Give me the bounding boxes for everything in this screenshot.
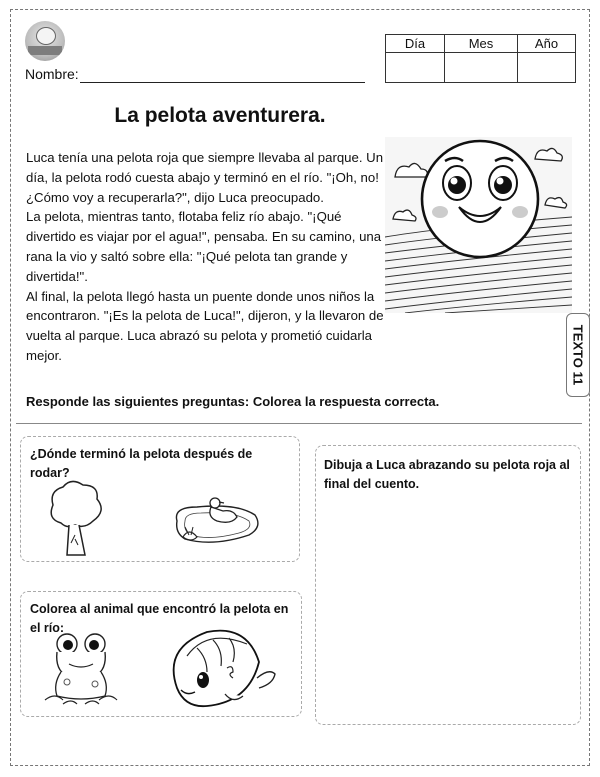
- page-title: La pelota aventurera.: [114, 104, 326, 127]
- story-text: [26, 148, 392, 366]
- logo-band: [28, 46, 62, 55]
- fish-icon: [167, 628, 277, 710]
- fish-option[interactable]: [167, 628, 277, 710]
- date-table: [385, 34, 576, 83]
- drawing-card[interactable]: [315, 445, 581, 725]
- drawing-prompt: Dibuja a Luca abrazando su pelota roja al final del cuento.: [324, 458, 570, 491]
- story-paragraph: La pelota, mientras tanto, flotaba feliz río abajo. "¡Qué divertido es viajar por el agua!", pensaba. En su camino, una rana la vio y saltó sobre ella: "¡Qué pelota tan grande y divertida!".: [26, 209, 382, 284]
- tree-option[interactable]: [45, 479, 105, 557]
- ball-face-icon: [422, 141, 538, 257]
- school-logo: [25, 21, 65, 61]
- question-card-animal: [20, 591, 302, 717]
- smiling-ball-illustration: [385, 137, 572, 313]
- date-header-year: Año: [518, 35, 576, 53]
- pond-option[interactable]: [171, 497, 261, 547]
- date-day-field[interactable]: [386, 53, 445, 83]
- question-text: ¿Dónde terminó la pelota después de rodar?: [30, 447, 253, 480]
- date-year-field[interactable]: [518, 53, 576, 83]
- text-number-tab: [566, 313, 590, 397]
- instructions-heading: Responde las siguientes preguntas: Colorea la respuesta correcta.: [26, 394, 440, 409]
- frog-option[interactable]: [41, 632, 121, 708]
- name-label: Nombre:: [25, 66, 79, 82]
- frog-icon: [41, 632, 121, 708]
- story-paragraph: Al final, la pelota llegó hasta un puente donde unos niños la encontraron. "¡Es la pelota de Luca!", dijeron, y la llevaron de vuelta al parque. Luca abrazó su pelota y prometió cuidarla mejor.: [26, 288, 384, 363]
- date-header-month: Mes: [445, 35, 518, 53]
- story-paragraph: Luca tenía una pelota roja que siempre llevaba al parque. Un día, la pelota rodó cuesta abajo y terminó en el río. "¡Oh, no! ¿Cómo voy a recuperarla?", dijo Luca preocupado.: [26, 150, 384, 205]
- pond-with-duck-icon: [171, 497, 261, 547]
- date-month-field[interactable]: [445, 53, 518, 83]
- date-header-day: Día: [386, 35, 445, 53]
- section-divider: [16, 423, 582, 424]
- question-card-where: [20, 436, 300, 562]
- text-number-label: TEXTO 11: [570, 324, 586, 386]
- tree-icon: [45, 479, 105, 557]
- logo-face-icon: [36, 27, 56, 45]
- question-text: Colorea al animal que encontró la pelota en el río:: [30, 602, 289, 635]
- name-field[interactable]: [80, 82, 365, 83]
